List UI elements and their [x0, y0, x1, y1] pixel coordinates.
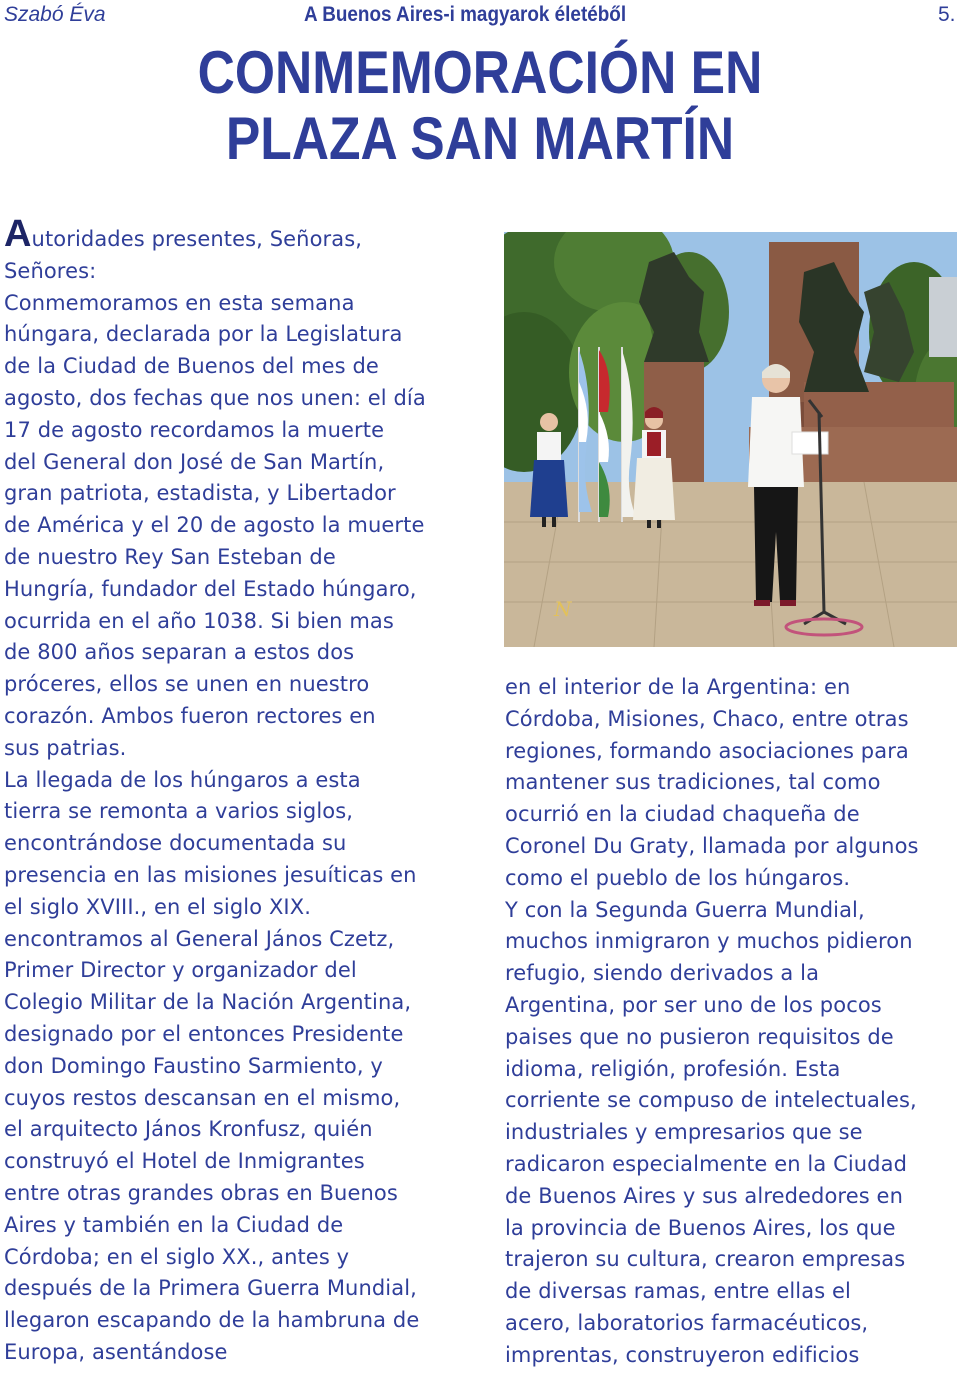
text-line: en el interior de la Argentina: en	[505, 675, 851, 699]
text-line: radicaron especialmente en la Ciudad	[505, 1151, 908, 1176]
text-line: designado por el entonces Presidente	[4, 1021, 404, 1046]
text-line: ocurrió en la ciudad chaqueña de	[505, 802, 860, 827]
text-line: de nuestro Rey San Esteban de	[4, 544, 336, 569]
drop-cap: A	[4, 213, 32, 255]
text-line: corazón. Ambos fueron rectores en	[4, 703, 376, 728]
text-line: de América y el 20 de agosto la muerte	[4, 513, 425, 538]
text-line: después de la Primera Guerra Mundial,	[4, 1276, 417, 1301]
text-line: Argentina, por ser uno de los pocos	[505, 992, 882, 1017]
text-line: ocurrida en el año 1038. Si bien mas	[4, 608, 394, 633]
text-line: La llegada de los húngaros a esta	[4, 767, 361, 792]
text-line: entre otras grandes obras en Buenos	[4, 1180, 398, 1205]
text-line: Conmemoramos en esta semana	[4, 290, 355, 315]
text-line: el arquitecto János Kronfusz, quién	[4, 1117, 373, 1142]
text-line: Aires y también en la Ciudad de	[4, 1212, 344, 1237]
ceremony-photo	[504, 232, 957, 647]
text-line: Coronel Du Graty, llamada por algunos	[505, 833, 919, 858]
text-line: regiones, formando asociaciones para	[505, 738, 909, 763]
text-line: corriente se compuso de intelectuales,	[505, 1088, 917, 1113]
text-line: muchos inmigraron y muchos pidieron	[505, 929, 913, 954]
text-line: agosto, dos fechas que nos unen: el día	[4, 385, 426, 410]
text-line: presencia en las misiones jesuíticas en	[4, 862, 417, 887]
photo-watermark: N	[554, 597, 572, 621]
text-line: idioma, religión, profesión. Esta	[505, 1056, 841, 1081]
text-line: Y con la Segunda Guerra Mundial,	[505, 897, 865, 922]
text-line: acero, laboratorios farmacéuticos,	[505, 1310, 869, 1335]
text-line: de diversas ramas, entre ellas el	[505, 1279, 851, 1304]
text-line: paises que no pusieron requisitos de	[505, 1024, 894, 1049]
text-line: tierra se remonta a varios siglos,	[4, 799, 354, 824]
text-line: encontramos al General János Czetz,	[4, 926, 395, 951]
text-line: Hungría, fundador del Estado húngaro,	[4, 576, 417, 601]
title-line-2: PLAZA SAN MARTÍN	[225, 105, 735, 172]
text-line: del General don José de San Martín,	[4, 449, 385, 474]
text-line: industriales y empresarios que se	[505, 1120, 863, 1145]
text-line: de 800 años separan a estos dos	[4, 640, 355, 665]
text-line-content: utoridades presentes, Señoras,	[31, 227, 363, 251]
text-line: Primer Director y organizador del	[4, 958, 357, 983]
article-title	[67, 40, 893, 172]
author-name: Szabó Éva	[4, 3, 106, 26]
text-line: Europa, asentándose	[4, 1339, 228, 1364]
text-line: construyó el Hotel de Inmigrantes	[4, 1149, 365, 1174]
ceremony-photo-illustration	[504, 232, 957, 647]
text-line: de Buenos Aires y sus alrededores en	[505, 1183, 903, 1208]
text-line: gran patriota, estadista, y Libertador	[4, 481, 396, 506]
text-line: don Domingo Faustino Sarmiento, y	[4, 1053, 383, 1078]
running-header	[0, 0, 960, 30]
right-column	[505, 672, 955, 1372]
title-line-1: CONMEMORACIÓN EN	[197, 39, 763, 106]
text-line: 17 de agosto recordamos la muerte	[4, 417, 385, 442]
text-line: Señores:	[4, 258, 97, 283]
text-line: Córdoba, Misiones, Chaco, entre otras	[505, 706, 909, 731]
text-line: imprentas, construyeron edificios	[505, 1342, 860, 1367]
left-column	[4, 213, 474, 1369]
text-line: Colegio Militar de la Nación Argentina,	[4, 990, 412, 1015]
text-line: refugio, siendo derivados a la	[505, 961, 820, 986]
text-line: trajeron su cultura, crearon empresas	[505, 1247, 906, 1272]
text-line: la provincia de Buenos Aires, los que	[505, 1215, 896, 1240]
text-line: cuyos restos descansan en el mismo,	[4, 1085, 401, 1110]
text-line: próceres, ellos se unen en nuestro	[4, 672, 370, 697]
text-line: llegaron escapando de la hambruna de	[4, 1308, 420, 1333]
text-line: mantener sus tradiciones, tal como	[505, 770, 881, 795]
text-line: sus patrias.	[4, 735, 127, 760]
series-title: A Buenos Aires-i magyarok életéből	[304, 3, 627, 26]
page-number: 5.	[938, 3, 956, 26]
text-line	[4, 213, 474, 256]
text-line: Córdoba; en el siglo XX., antes y	[4, 1244, 350, 1269]
text-line: como el pueblo de los húngaros.	[505, 865, 851, 890]
building	[929, 277, 957, 357]
text-line: encontrándose documentada su	[4, 831, 347, 856]
text-line: el siglo XVIII., en el siglo XIX.	[4, 894, 311, 919]
text-line: húngara, declarada por la Legislatura	[4, 322, 403, 347]
text-line: de la Ciudad de Buenos del mes de	[4, 354, 379, 379]
